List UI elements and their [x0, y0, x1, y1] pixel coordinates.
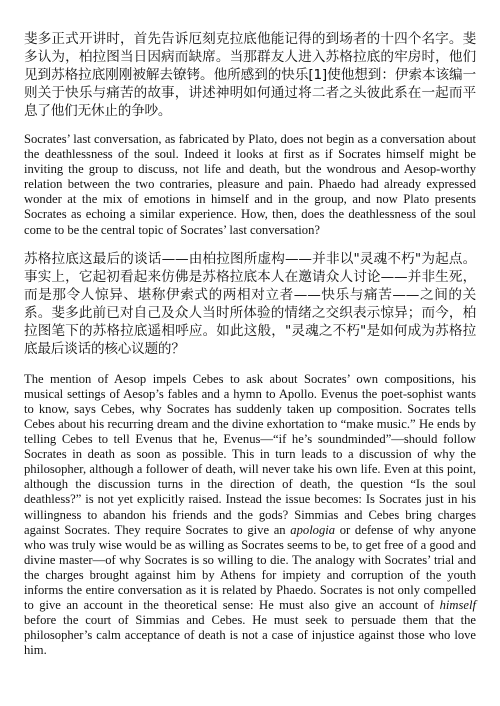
paragraph-text: before the court of Simmias and Cebes. He must seek to persuade them that the philosopher’s calm acceptance of death is not a case of injustice against those who love him. — [24, 613, 476, 658]
paragraph-text: The mention of Aesop impels Cebes to ask about Socrates’ own compositions, his musical settings of Aesop’s fables and a hymn to Apollo. Evenus the poet-sophist wants to know, says Cebes, why Socrates has suddenly taken up composition. Socrates tells Cebes about his recurring dream and the divine exhortation to “make music.” He ends by telling Cebes to tell Evenus that he, Evenus—“if he’s soundminded”—should follow Socrates in death as soon as possible. This in turn leads to a discussion of why the philosopher, although a follower of death, will never take his own life. Even at this point, although the discussion turns in the direction of death, the question “Is the soul deathless?” is not yet explicitly raised. Instead the issue becomes: Is Socrates just in his willingness to abandon his friends and the gods? Simmias and Cebes bring charges against Socrates. They require Socrates to give an — [24, 371, 476, 537]
italic-term-himself: himself — [439, 598, 476, 613]
english-paragraph-2 — [24, 372, 476, 659]
chinese-paragraph-2: 苏格拉底这最后的谈话——由柏拉图所虚构——并非以"灵魂不朽"为起点。事实上，它起初看起来仿佛是苏格拉底本人在邀请众人讨论——并非生死，而是那令人惊异、堪称伊索式的两相对立者——快乐与痛苦——之间的关系。斐多此前已对自己及众人当时所体验的情绪之交织表示惊异；而今，柏拉图笔下的苏格拉底遥相呼应。如此这般，"灵魂之不朽"是如何成为苏格拉底最后谈话的核心议题的？ — [24, 250, 476, 357]
chinese-paragraph-1: 斐多正式开讲时，首先告诉厄刻克拉底他能记得的到场者的十四个名字。斐多认为，柏拉图当日因病而缺席。当那群友人进入苏格拉底的牢房时，他们见到苏格拉底刚刚被解去镣铐。他所感到的快乐[1]使他想到：伊索本该编一则关于快乐与痛苦的故事，讲述神明如何通过将二者之头彼此系在一起而平息了他们无休止的争吵。 — [24, 31, 476, 119]
paragraph-text: or defense of why anyone who was truly wise would be as willing as Socrates seems to be, to get free of a good and divine master—of why Socrates is so willing to die. The analogy with Socrates’ trial and the charges brought against him by Athens for impiety and corruption of the youth informs the entire conversation as it is related by Phaedo. Socrates is not only compelled to give an account in the theoretical sense: He must also give an account of — [24, 522, 476, 613]
italic-term-apologia: apologia — [290, 522, 336, 537]
english-paragraph-1: Socrates’ last conversation, as fabricated by Plato, does not begin as a conversation about the deathlessness of the soul. Indeed it looks at first as if Socrates himself might be inviting the group to discuss, not life and death, but the wondrous and Aesop-worthy relation between the two contraries, pleasure and pain. Phaedo had already expressed wonder at the mix of emotions in himself and in the group, and now Plato presents Socrates as echoing a similar experience. How, then, does the deathlessness of the soul come to be the central topic of Socrates’ last conversation? — [24, 132, 476, 237]
